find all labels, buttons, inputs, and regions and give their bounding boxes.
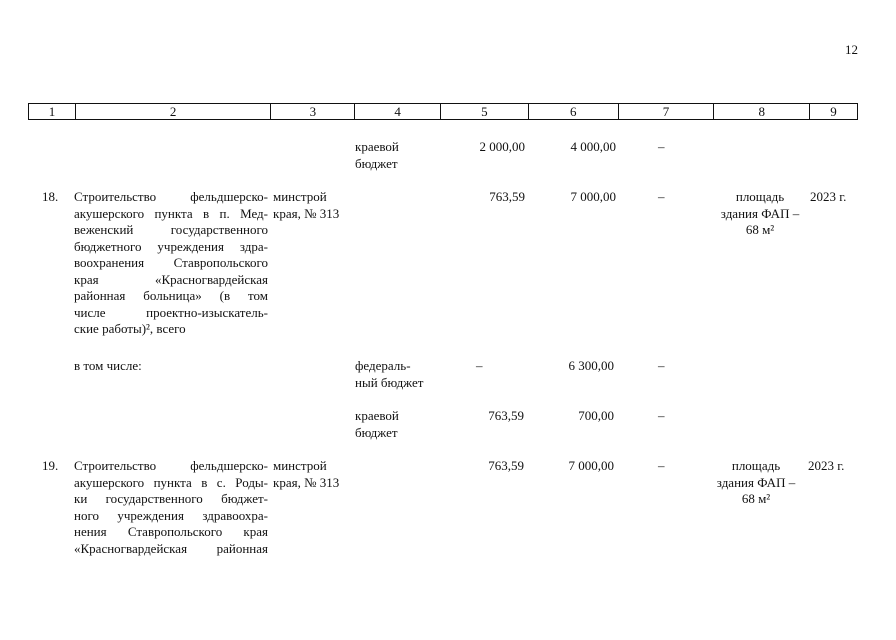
item-18-regional-col5: 763,59 [488,408,524,423]
page-number: 12 [845,42,858,57]
item-19-year: 2023 г. [808,458,845,473]
item-19-result: площадь здания ФАП – 68 м² [716,458,796,506]
header-col-7: 7 [618,104,714,119]
item-18-executor: минстрой края, № 313 [273,189,340,221]
header-col-9: 9 [809,104,857,119]
regional-budget-col7-cont: – [658,139,665,154]
item-18-col5: 763,59 [489,189,525,204]
header-col-8: 8 [713,104,809,119]
item-18-federal-col6: 6 300,00 [568,358,614,373]
item-19-name: Строительство фельдшерско- акушерского пункта в с. Роды- ки государственного бюджет- ного учреждения здравоохра- нения Ставропольского края «Красногвардейская районная [74,458,268,556]
item-19-col7: – [658,458,665,473]
item-19-executor: минстрой края, № 313 [273,458,340,490]
item-18-number: 18. [42,189,59,204]
item-18-regional-col6: 700,00 [578,408,614,423]
header-col-6: 6 [528,104,618,119]
header-col-5: 5 [440,104,528,119]
table-header-row [28,103,858,120]
item-18-federal-col5: – [476,358,483,373]
item-18-regional-source: краевой бюджет [355,408,399,440]
item-19-col5: 763,59 [488,458,524,473]
header-col-1: 1 [48,104,56,119]
regional-budget-col6-cont: 4 000,00 [570,139,616,154]
item-18-including-label: в том числе: [74,358,142,373]
header-col-4: 4 [354,104,440,119]
item-18-col6: 7 000,00 [570,189,616,204]
item-18-col7: – [658,189,665,204]
header-col-3: 3 [270,104,354,119]
regional-budget-col5-cont: 2 000,00 [479,139,525,154]
regional-budget-source-cont: краевой бюджет [355,139,399,171]
item-18-name: Строительство фельдшерско- акушерского пункта в п. Мед- веженский государственного бюджетного учреждения здра- воохранения Ставропольского края «Красногвардейская районная больница» (в том числе проектно-изыскатель- ские работы)², всего [74,189,268,336]
header-col-2: 2 [75,104,271,119]
item-18-result: площадь здания ФАП – 68 м² [720,189,800,237]
item-18-federal-source: федераль- ный бюджет [355,358,424,390]
item-18-regional-col7: – [658,408,665,423]
item-18-federal-col7: – [658,358,665,373]
item-18-year: 2023 г. [810,189,847,204]
item-19-number: 19. [42,458,59,473]
item-19-col6: 7 000,00 [568,458,614,473]
